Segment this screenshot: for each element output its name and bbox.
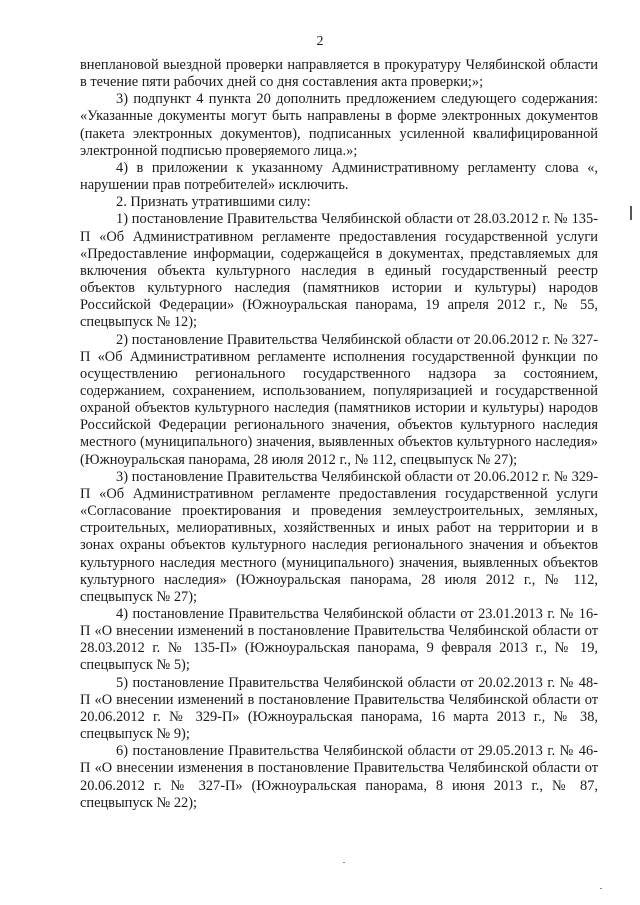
- paragraph-repeal-3: 3) постановление Правительства Челябинской области от 20.06.2012 г. № 329-П «Об Административном регламенте предоставления государственной услуги «Согласование проектирования и проведения землеустроительных, земляных, строительных, мелиоративных, хозяйственных и иных работ на территории и в зонах охраны объектов культурного наследия регионального значения и объектов культурного наследия местного (муниципального) значения, выявленных объектов культурного наследия» (Южноуральская панорама, 28 июля 2012 г., № 112, спецвыпуск № 27);: [80, 468, 598, 605]
- paragraph-repeal-5: 5) постановление Правительства Челябинской области от 20.02.2013 г. № 48-П «О внесении изменений в постановление Правительства Челябинской области от 20.06.2012 г. № 329-П» (Южноуральская панорама, 16 марта 2013 г., № 38, спецвыпуск № 9);: [80, 674, 598, 743]
- page-number: 2: [316, 34, 324, 49]
- paragraph-section-2: 2. Признать утратившими силу:: [116, 194, 311, 211]
- paragraph-item-3: 3) подпункт 4 пункта 20 дополнить предложением следующего содержания: «Указанные документы могут быть направлены в форме электронных документов (пакета электронных документов), подписанных усиленной квалифицированной электронной подписью проверяемого лица.»;: [80, 91, 598, 159]
- document-body: [80, 57, 598, 812]
- scan-margin-mark: [630, 206, 632, 220]
- paragraph-repeal-4: 4) постановление Правительства Челябинской области от 23.01.2013 г. № 16-П «О внесении изменений в постановление Правительства Челябинской области от 28.03.2012 г. № 135-П» (Южноуральская панорама, 9 февраля 2013 г., № 19, спецвыпуск № 5);: [80, 606, 598, 674]
- paragraph-repeal-6: 6) постановление Правительства Челябинской области от 29.05.2013 г. № 46-П «О внесении изменения в постановление Правительства Челябинской области от 20.06.2012 г. № 327-П» (Южноуральская панорама, 8 июня 2013 г., № 87, спецвыпуск № 22);: [80, 743, 598, 811]
- paragraph-item-4: 4) в приложении к указанному Административному регламенту слова «, нарушении прав потребителей» исключить.: [80, 159, 598, 194]
- scan-speck: [600, 888, 602, 889]
- paragraph-continuation: внеплановой выездной проверки направляется в прокуратуру Челябинской области в течение пяти рабочих дней со дня составления акта проверки;»;: [80, 57, 598, 91]
- paragraph-repeal-2: 2) постановление Правительства Челябинской области от 20.06.2012 г. № 327-П «Об Административном регламенте исполнения государственной функции по осуществлению регионального государственного надзора за состоянием, содержанием, сохранением, использованием, популяризацией и государственной охраной объектов культурного наследия (памятников истории и культуры) народов Российской Федерации регионального значения, объектов культурного наследия местного (муниципального) значения, выявленных объектов культурного наследия» (Южноуральская панорама, 28 июля 2012 г., № 112, спецвыпуск № 27);: [80, 331, 598, 468]
- scan-speck: [343, 862, 345, 863]
- paragraph-repeal-1: 1) постановление Правительства Челябинской области от 28.03.2012 г. № 135-П «Об Административном регламенте предоставления государственной услуги «Предоставление информации, содержащейся в документах, представляемых для включения объекта культурного наследия в единый государственный реестр объектов культурного наследия (памятников истории и культуры) народов Российской Федерации» (Южноуральская панорама, 19 апреля 2012 г., № 55, спецвыпуск № 12);: [80, 211, 598, 331]
